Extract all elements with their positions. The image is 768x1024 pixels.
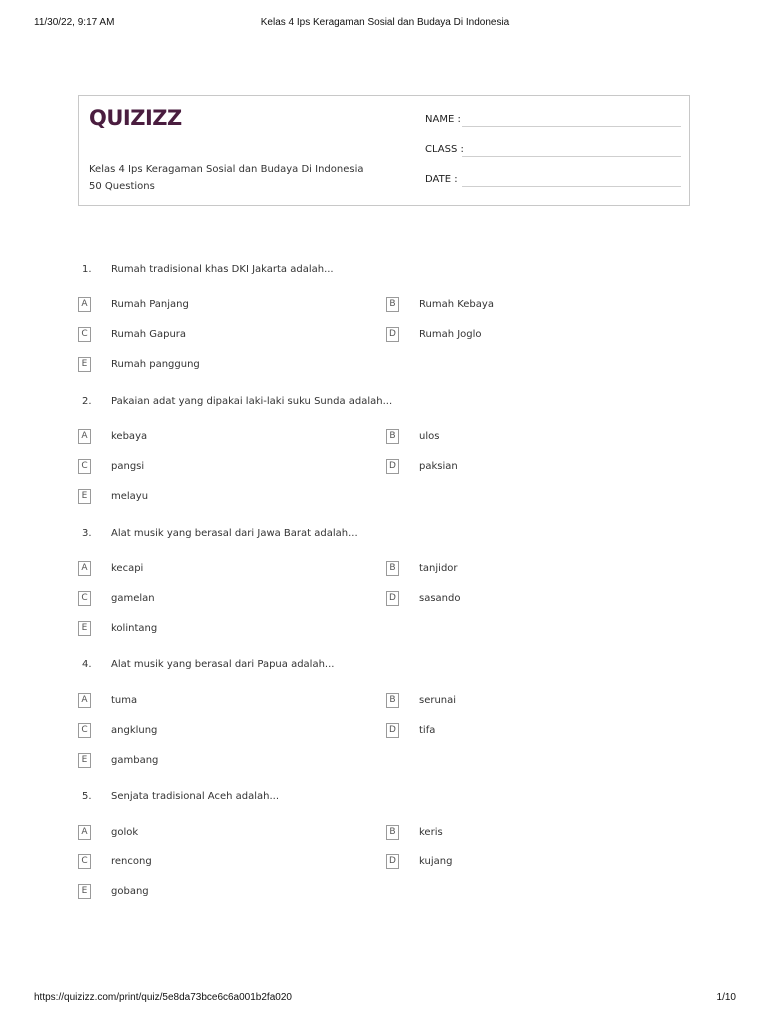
option-text: tuma bbox=[111, 695, 138, 706]
option-letter-box[interactable]: D bbox=[386, 854, 399, 869]
svg-text:QUIZIZZ: QUIZIZZ bbox=[89, 106, 182, 130]
page-number: 1/10 bbox=[716, 992, 736, 1003]
option-text: Rumah Gapura bbox=[111, 329, 187, 340]
date-label: DATE : bbox=[425, 174, 458, 185]
option-letter-box[interactable]: C bbox=[78, 854, 91, 869]
print-header bbox=[34, 17, 736, 33]
option-letter-box[interactable]: A bbox=[78, 561, 91, 576]
option-text: Rumah Panjang bbox=[111, 299, 189, 310]
option-text: gamelan bbox=[111, 593, 155, 604]
option-letter-box[interactable]: B bbox=[386, 693, 399, 708]
option-text: angklung bbox=[111, 725, 158, 736]
date-line[interactable] bbox=[462, 186, 681, 187]
option-text: melayu bbox=[111, 491, 149, 502]
question-text: Senjata tradisional Aceh adalah... bbox=[111, 791, 280, 802]
option-letter-box[interactable]: A bbox=[78, 297, 91, 312]
option-letter-box[interactable]: E bbox=[78, 621, 91, 636]
question-text: Alat musik yang berasal dari Jawa Barat adalah... bbox=[111, 528, 358, 539]
option-letter-box[interactable]: C bbox=[78, 723, 91, 738]
option-letter-box[interactable]: B bbox=[386, 429, 399, 444]
print-title: Kelas 4 Ips Keragaman Sosial dan Budaya Di Indonesia bbox=[260, 17, 510, 28]
option-text: gambang bbox=[111, 755, 159, 766]
option-letter-box[interactable]: D bbox=[386, 591, 399, 606]
option-text: kujang bbox=[419, 856, 453, 867]
option-text: gobang bbox=[111, 886, 149, 897]
option-letter-box[interactable]: E bbox=[78, 753, 91, 768]
question-text: Alat musik yang berasal dari Papua adalah... bbox=[111, 659, 335, 670]
option-text: tanjidor bbox=[419, 563, 458, 574]
name-label: NAME : bbox=[425, 114, 461, 125]
quizizz-logo bbox=[89, 103, 182, 131]
question-count: 50 Questions bbox=[89, 181, 155, 192]
option-letter-box[interactable]: C bbox=[78, 327, 91, 342]
print-url[interactable]: https://quizizz.com/print/quiz/5e8da73bce6c6a001b2fa020 bbox=[34, 992, 292, 1003]
option-text: serunai bbox=[419, 695, 457, 706]
question-text: Pakaian adat yang dipakai laki-laki suku Sunda adalah... bbox=[111, 396, 393, 407]
option-text: paksian bbox=[419, 461, 458, 472]
option-letter-box[interactable]: A bbox=[78, 693, 91, 708]
option-text: kebaya bbox=[111, 431, 148, 442]
option-letter-box[interactable]: A bbox=[78, 429, 91, 444]
option-text: Rumah Joglo bbox=[419, 329, 482, 340]
option-letter-box[interactable]: D bbox=[386, 723, 399, 738]
option-letter-box[interactable]: B bbox=[386, 561, 399, 576]
option-text: tifa bbox=[419, 725, 436, 736]
option-letter-box[interactable]: D bbox=[386, 327, 399, 342]
option-text: Rumah panggung bbox=[111, 359, 200, 370]
option-text: keris bbox=[419, 827, 443, 838]
class-line[interactable] bbox=[462, 156, 681, 157]
option-letter-box[interactable]: E bbox=[78, 357, 91, 372]
option-text: golok bbox=[111, 827, 139, 838]
question-text: Rumah tradisional khas DKI Jakarta adalah... bbox=[111, 264, 334, 275]
option-letter-box[interactable]: B bbox=[386, 825, 399, 840]
print-footer bbox=[34, 992, 736, 1008]
option-letter-box[interactable]: E bbox=[78, 489, 91, 504]
option-text: ulos bbox=[419, 431, 440, 442]
option-text: Rumah Kebaya bbox=[419, 299, 494, 310]
question-number: 4. bbox=[82, 659, 92, 670]
question-number: 2. bbox=[82, 396, 92, 407]
name-line[interactable] bbox=[462, 126, 681, 127]
option-text: kecapi bbox=[111, 563, 144, 574]
class-label: CLASS : bbox=[425, 144, 464, 155]
option-letter-box[interactable]: E bbox=[78, 884, 91, 899]
option-text: rencong bbox=[111, 856, 152, 867]
question-number: 1. bbox=[82, 264, 92, 275]
question-number: 3. bbox=[82, 528, 92, 539]
option-text: kolintang bbox=[111, 623, 158, 634]
option-letter-box[interactable]: A bbox=[78, 825, 91, 840]
option-text: sasando bbox=[419, 593, 461, 604]
quiz-title: Kelas 4 Ips Keragaman Sosial dan Budaya Di Indonesia bbox=[89, 164, 364, 175]
print-datetime: 11/30/22, 9:17 AM bbox=[34, 17, 115, 28]
option-letter-box[interactable]: B bbox=[386, 297, 399, 312]
option-text: pangsi bbox=[111, 461, 145, 472]
question-number: 5. bbox=[82, 791, 92, 802]
option-letter-box[interactable]: D bbox=[386, 459, 399, 474]
option-letter-box[interactable]: C bbox=[78, 591, 91, 606]
option-letter-box[interactable]: C bbox=[78, 459, 91, 474]
